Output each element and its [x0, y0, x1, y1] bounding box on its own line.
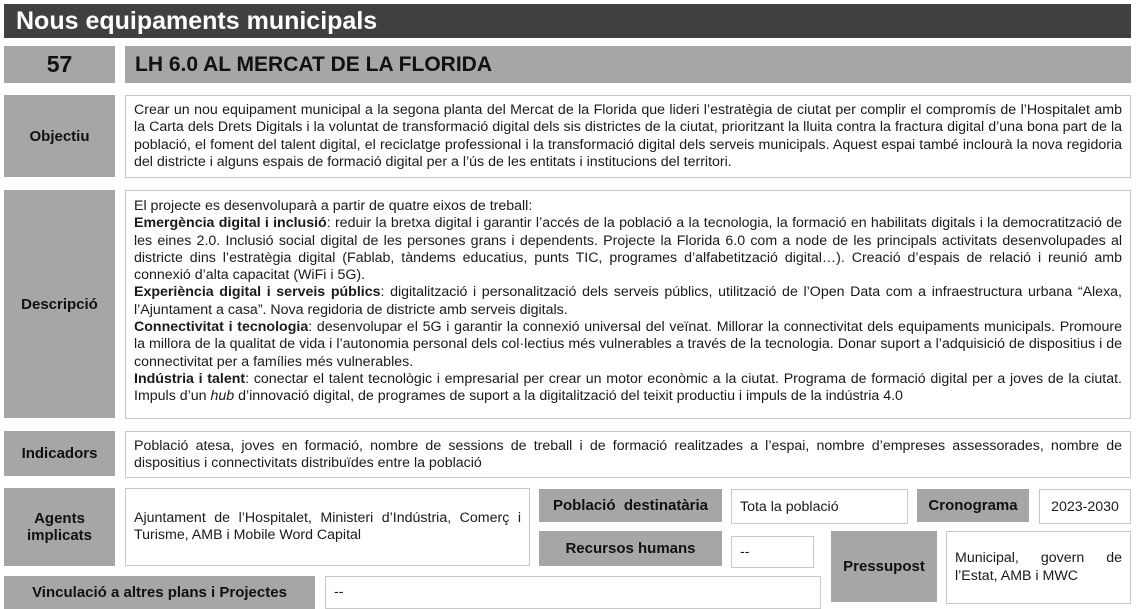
indicadors-label: Indicadors — [4, 431, 115, 476]
indicadors-text: Població atesa, joves en formació, nombre de sessions de treball i de formació realitzades a l’espai, nombre d’empreses assessorades, nombre de dispositius i connectivitats distribuïdes entre la població — [125, 431, 1131, 478]
axis-paragraph — [134, 215, 1122, 284]
recursos-value: -- — [731, 536, 814, 568]
axis-text: : digitalització i personalització dels serveis públics, utilització de l’Open Data com a infraestructura urbana “Alexa, l’Ajuntament a casa”. Nova regidoria de districte amb serveis digitals. — [134, 284, 1123, 318]
axis-emphasis: hub — [210, 388, 235, 405]
vinculacio-label: Vinculació a altres plans i Projectes — [4, 576, 315, 609]
objectiu-text: Crear un nou equipament municipal a la segona planta del Mercat de la Florida que lideri l’estratègia de ciutat per complir el compromís de l’Hospitalet amb la Carta dels Drets Digitals i la voluntat de transformació digital dels sis districtes de la ciutat, prioritzant la lluita contra la fractura digital d’una bona part de la població, el foment del talent digital, el reciclatge professional i la transformació digital dels serveis municipals. Aquest espai també inclourà la nova regidoria del districte i alguns espais de formació digital per a l’ús de les entitats i institucions del territori. — [125, 95, 1131, 178]
agents-label: Agents implicats — [4, 488, 115, 566]
axis-title: Emergència digital i inclusió — [134, 215, 327, 232]
axis-paragraph — [134, 319, 1122, 371]
agents-text: Ajuntament de l’Hospitalet, Ministeri d’Indústria, Comerç i Turisme, AMB i Mobile Word Capital — [125, 488, 530, 566]
axis-text: : conectar el talent tecnològic i empresarial per crear un motor econòmic a la ciutat. Programa de formació digital per a joves de la ciutat. Impuls d’un — [134, 370, 1122, 405]
page-banner-title: Nous equipaments municipals — [4, 4, 1131, 38]
descripcio-box — [125, 190, 1131, 419]
cronograma-value: 2023-2030 — [1039, 489, 1131, 524]
axis-text: : reduir la bretxa digital i garantir l’accés de la població a la tecnologia, la formació en habilitats digitals i la democratització de les eines 2.0. Inclusió social digital de les persones grans i dependents. Projecte la Florida 6.0 com a node de les principals activitats desenvolupades al districte dins l’estratègia digital (Fablab, tàndems educatius, punts TIC, programes d’alfabetització digital…). Creació d’espais de relació i reunió amb connexió d’alta capacitat (WiFi i 5G). — [134, 215, 1122, 284]
pressupost-value: Municipal, govern de l’Estat, AMB i MWC — [946, 531, 1131, 604]
descripcio-label: Descripció — [4, 190, 115, 418]
axis-text: : desenvolupar el 5G i garantir la connexió universal del veïnat. Millorar la connectivitat dels equipaments municipals. Promoure la millora de la qualitat de vida i l’autonomia personal dels col·lectius més vulnerables a través de la tecnologia. Donar suport a l’adquisició de dispositius i de connectivitat per a famílies més vulnerables. — [134, 319, 1122, 370]
axis-title: Connectivitat i tecnologia — [134, 319, 309, 336]
objectiu-label: Objectiu — [4, 95, 115, 177]
poblacio-value: Tota la població — [731, 489, 908, 524]
axis-text-continued: d’innovació digital, de programes de suport a la digitalització del teixit productiu i impuls de la indústria 4.0 — [234, 388, 903, 405]
axis-paragraph — [134, 371, 1122, 406]
axis-title: Indústria i talent — [134, 370, 246, 387]
axis-title: Experiència digital i serveis públics — [134, 284, 381, 301]
axis-paragraph — [134, 284, 1122, 319]
pressupost-label: Pressupost — [831, 531, 937, 602]
descripcio-intro: El projecte es desenvoluparà a partir de quatre eixos de treball: — [134, 198, 533, 214]
vinculacio-value: -- — [325, 576, 821, 609]
cronograma-label: Cronograma — [917, 489, 1029, 522]
project-title: LH 6.0 AL MERCAT DE LA FLORIDA — [125, 46, 1131, 83]
poblacio-label: Població destinatària — [539, 489, 722, 522]
recursos-label: Recursos humans — [539, 531, 722, 566]
project-number: 57 — [4, 46, 115, 83]
